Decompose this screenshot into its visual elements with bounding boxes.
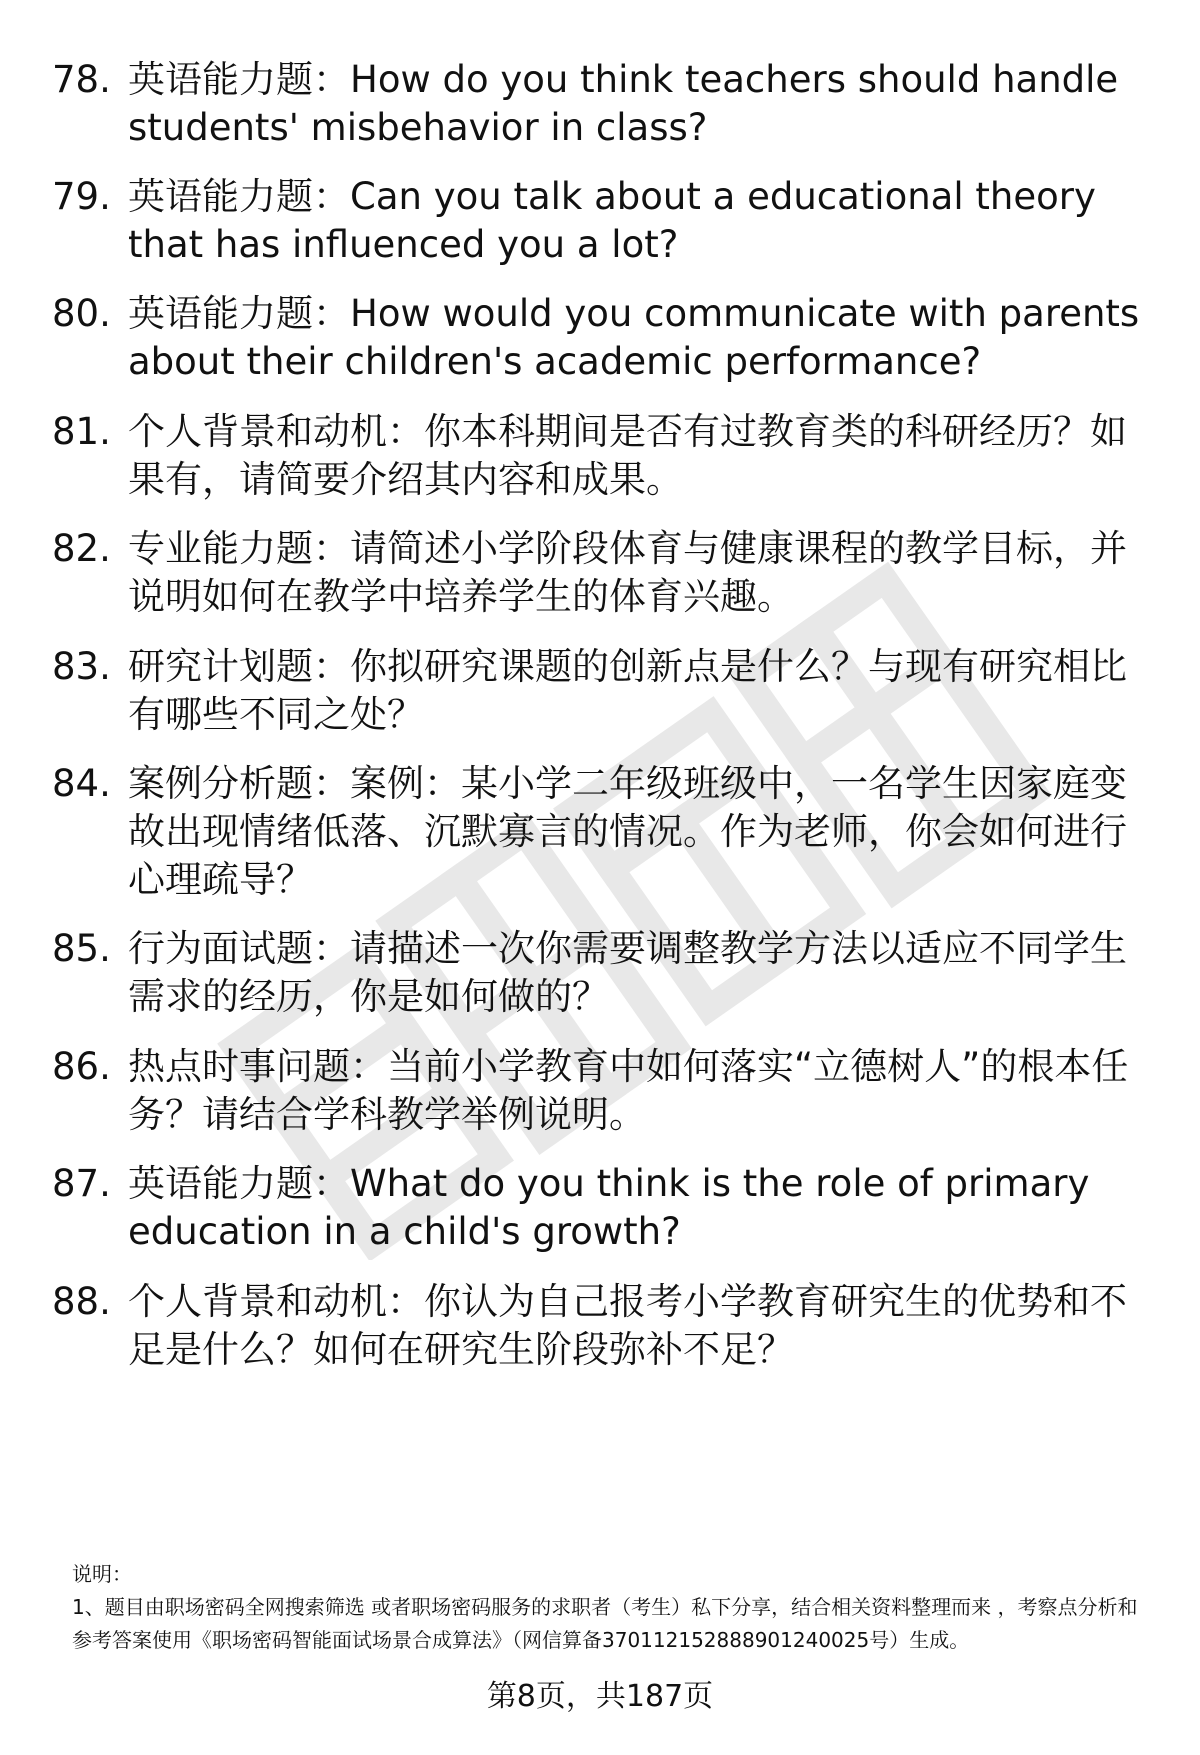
- question-text: 案例分析题：案例：某小学二年级班级中，一名学生因家庭变故出现情绪低落、沉默寡言的情况。作为老师，你会如何进行心理疏导？: [128, 762, 1127, 901]
- list-item: [52, 1278, 1152, 1374]
- list-item: [52, 525, 1152, 621]
- list-item: [52, 925, 1152, 1021]
- question-text: 个人背景和动机：你认为自己报考小学教育研究生的优势和不足是什么？如何在研究生阶段弥补不足？: [128, 1280, 1127, 1371]
- question-text: 研究计划题：你拟研究课题的创新点是什么？与现有研究相比有哪些不同之处？: [128, 645, 1127, 736]
- question-number: 86.: [52, 1045, 111, 1088]
- question-text: 英语能力题：How do you think teachers should handle students' misbehavior in class?: [128, 58, 1119, 149]
- list-item: [52, 1043, 1152, 1139]
- question-text: 行为面试题：请描述一次你需要调整教学方法以适应不同学生需求的经历，你是如何做的？: [128, 927, 1127, 1018]
- list-item: [52, 643, 1152, 739]
- question-text: 个人背景和动机：你本科期间是否有过教育类的科研经历？如果有，请简要介绍其内容和成果。: [128, 410, 1127, 501]
- list-item: [52, 173, 1152, 269]
- question-number: 81.: [52, 410, 111, 453]
- list-item: [52, 56, 1152, 152]
- list-item: [52, 1160, 1152, 1256]
- question-number: 80.: [52, 292, 111, 335]
- question-number: 79.: [52, 175, 111, 218]
- page-number: 第8页，共187页: [486, 1679, 714, 1714]
- question-text: 英语能力题：Can you talk about a educational theory that has influenced you a lot?: [128, 175, 1096, 266]
- question-text: 热点时事问题：当前小学教育中如何落实“立德树人”的根本任务？请结合学科教学举例说明。: [128, 1045, 1129, 1136]
- question-number: 82.: [52, 527, 111, 570]
- question-text: 专业能力题：请简述小学阶段体育与健康课程的教学目标，并说明如何在教学中培养学生的体育兴趣。: [128, 527, 1127, 618]
- question-number: 88.: [52, 1280, 111, 1323]
- list-item: [52, 290, 1152, 386]
- question-number: 83.: [52, 645, 111, 688]
- question-text: 英语能力题：How would you communicate with parents about their children's academic performance?: [128, 292, 1140, 383]
- question-number: 84.: [52, 762, 111, 805]
- question-number: 87.: [52, 1162, 111, 1205]
- list-item: [52, 760, 1152, 904]
- note-section: [72, 1558, 1157, 1657]
- note-line: 1、题目由职场密码全网搜索筛选 或者职场密码服务的求职者（考生）私下分享，结合相关资料整理而来 ，考察点分析和参考答案使用《职场密码智能面试场景合成算法》（网信算备370112152888901240025号）生成。: [72, 1595, 1138, 1652]
- question-number: 85.: [52, 927, 111, 970]
- note-heading: 说明：: [72, 1562, 132, 1586]
- question-text: 英语能力题：What do you think is the role of primary education in a child's growth?: [128, 1162, 1090, 1253]
- list-item: [52, 408, 1152, 504]
- question-number: 78.: [52, 58, 111, 101]
